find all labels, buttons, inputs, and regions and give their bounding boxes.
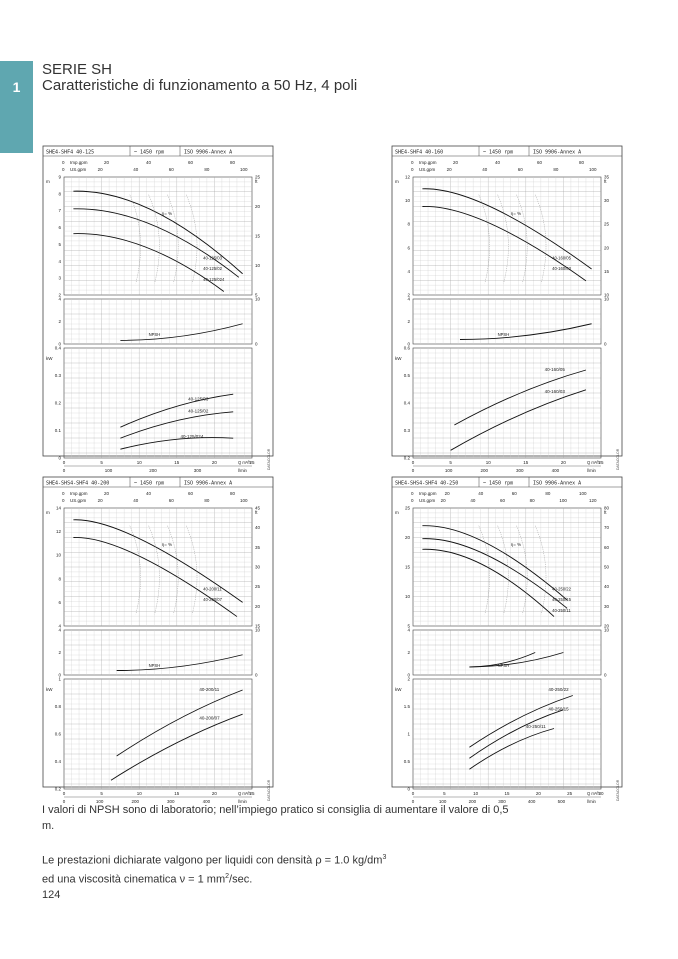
header-cell-1: ~ 1450 rpm xyxy=(134,480,165,487)
imp-gpm-tick: 0 xyxy=(62,160,65,165)
feet-unit: ft xyxy=(255,179,258,184)
efficiency-label: η= % xyxy=(510,541,522,547)
us-gpm-tick: 80 xyxy=(529,498,535,503)
us-gpm-tick: 0 xyxy=(62,167,65,172)
us-gpm-tick: 0 xyxy=(411,498,414,503)
chart-svg xyxy=(42,476,274,804)
efficiency-label: η= % xyxy=(161,210,173,216)
pump-chart-40-200 xyxy=(42,476,274,804)
head-curve-label: 40-250/15 xyxy=(552,597,571,603)
flow-tick: 25 xyxy=(567,791,573,796)
header-cell-0: SHE4-SHF4 40-160 xyxy=(395,149,444,156)
feet-axis-tick: 10 xyxy=(255,263,261,268)
flow-tick: 0 xyxy=(411,460,415,465)
power-axis-tick: 0.5 xyxy=(403,373,410,378)
chapter-tab xyxy=(0,61,33,153)
imp-gpm-tick: 80 xyxy=(545,491,551,496)
imp-gpm-tick: 20 xyxy=(444,491,450,496)
litre-tick: 0 xyxy=(411,468,415,473)
viscosity-text: ed una viscosità cinematica ν = 1 mm xyxy=(42,873,226,886)
litre-tick: 300 xyxy=(516,468,524,473)
imp-gpm-tick: 60 xyxy=(188,491,194,496)
feet-axis-tick: 15 xyxy=(255,623,261,629)
feet-axis-tick: 30 xyxy=(255,564,261,570)
litre-tick: 200 xyxy=(149,468,157,473)
head-unit: m xyxy=(46,510,50,515)
flow-tick: 20 xyxy=(535,791,541,796)
litre-tick: 200 xyxy=(468,799,477,804)
head-curve-label: 40-250/22 xyxy=(552,586,571,592)
power-axis-tick: 0.5 xyxy=(403,759,410,764)
power-curve-label: 40-160/03 xyxy=(544,388,565,394)
imp-gpm-tick: 80 xyxy=(230,160,236,165)
feet-axis-tick: 15 xyxy=(604,268,610,274)
flow-tick: 5 xyxy=(443,791,446,796)
npsh-axis-tick: 4 xyxy=(58,296,61,302)
head-axis-tick: 6 xyxy=(58,599,61,605)
brand-mark: DATACOLOR xyxy=(267,448,271,470)
brand-mark: DATACOLOR xyxy=(616,779,620,801)
litre-unit: l/min xyxy=(587,468,596,473)
flow-tick: 25 xyxy=(598,460,604,465)
us-gpm-label: US.gpm xyxy=(70,167,87,172)
feet-axis-tick: 25 xyxy=(604,221,610,227)
power-axis-tick: 0 xyxy=(58,455,61,461)
feet-axis-tick: 50 xyxy=(604,564,610,570)
feet-axis-tick: 25 xyxy=(255,584,261,590)
imp-gpm-tick: 60 xyxy=(511,491,517,496)
brand-mark: DATACOLOR xyxy=(267,779,271,801)
head-axis-tick: 8 xyxy=(58,576,61,582)
imp-gpm-tick: 40 xyxy=(146,160,152,165)
us-gpm-tick: 40 xyxy=(482,167,488,172)
feet-axis-tick: 40 xyxy=(255,525,261,531)
npsh-feet-tick: 10 xyxy=(255,296,261,302)
imp-gpm-tick: 60 xyxy=(188,160,194,165)
head-axis-tick: 10 xyxy=(55,552,61,558)
us-gpm-tick: 20 xyxy=(97,498,103,503)
imp-gpm-tick: 40 xyxy=(146,491,152,496)
litre-tick: 100 xyxy=(95,799,104,804)
feet-unit: ft xyxy=(604,179,607,184)
power-axis-tick: 1.5 xyxy=(403,704,410,709)
head-axis-tick: 14 xyxy=(55,505,61,511)
feet-unit: ft xyxy=(255,510,258,515)
feet-axis-tick: 60 xyxy=(604,544,610,550)
imp-gpm-tick: 20 xyxy=(104,491,110,496)
head-axis-tick: 6 xyxy=(407,245,410,251)
flow-tick: 10 xyxy=(136,791,142,796)
head-axis-tick: 15 xyxy=(404,564,410,570)
chart-frame xyxy=(392,477,622,787)
litre-tick: 100 xyxy=(104,468,113,473)
head-axis-tick: 10 xyxy=(404,198,410,204)
npsh-axis-tick: 2 xyxy=(407,319,410,324)
litre-tick: 300 xyxy=(167,799,175,804)
power-curve-label: 40-250/22 xyxy=(548,686,569,692)
flow-unit: Q m³/h xyxy=(238,791,251,796)
power-axis-tick: 0.4 xyxy=(54,345,61,351)
imp-gpm-label: Imp.gpm xyxy=(419,160,437,165)
power-axis-tick: 1 xyxy=(58,676,61,682)
power-curve-label: 40-125/03 xyxy=(188,396,209,402)
flow-tick: 10 xyxy=(473,791,479,796)
feet-axis-tick: 70 xyxy=(604,525,610,531)
us-gpm-tick: 0 xyxy=(62,498,65,503)
npsh-feet-tick: 10 xyxy=(604,296,610,302)
npsh-axis-tick: 2 xyxy=(58,650,61,655)
series-title: SERIE SH xyxy=(42,61,113,78)
header-cell-2: ISO 9906-Annex A xyxy=(533,149,582,156)
power-axis-tick: 0.3 xyxy=(54,373,61,378)
flow-tick: 0 xyxy=(411,791,415,796)
header-cell-0: SHE4-SHS4-SHF4 40-200 xyxy=(46,480,110,487)
power-unit: kW xyxy=(46,687,53,692)
power-axis-tick: 0.2 xyxy=(54,400,61,406)
flow-tick: 15 xyxy=(523,460,529,465)
imp-gpm-tick: 20 xyxy=(453,160,459,165)
npsh-feet-tick: 0 xyxy=(255,672,258,678)
page-number: 124 xyxy=(42,889,61,901)
imp-gpm-tick: 0 xyxy=(62,491,65,496)
feet-axis-tick: 40 xyxy=(604,584,610,590)
litre-tick: 300 xyxy=(193,468,202,473)
chart-frame xyxy=(392,146,622,456)
power-axis-tick: 0.6 xyxy=(403,345,410,351)
flow-unit: Q m³/h xyxy=(238,460,251,465)
head-curve-label: 40-125/02 xyxy=(203,266,222,272)
power-unit: kW xyxy=(395,356,402,361)
litre-tick: 500 xyxy=(557,799,566,804)
npsh-note: I valori di NPSH sono di laboratorio; nell’impiego pratico si consiglia di aumentare il valore di 0,5 m. xyxy=(42,804,509,832)
page-subtitle: Caratteristiche di funzionamento a 50 Hz, 4 poli xyxy=(42,77,358,94)
feet-axis-tick: 5 xyxy=(255,292,258,298)
us-gpm-label: US.gpm xyxy=(70,498,87,503)
power-unit: kW xyxy=(46,356,53,361)
npsh-axis-tick: 4 xyxy=(407,296,410,302)
flow-tick: 25 xyxy=(249,791,255,796)
head-axis-tick: 25 xyxy=(404,505,410,511)
head-axis-tick: 4 xyxy=(407,268,410,274)
imp-gpm-tick: 60 xyxy=(537,160,543,165)
feet-axis-tick: 30 xyxy=(604,198,610,204)
head-axis-tick: 8 xyxy=(407,221,410,227)
litre-tick: 300 xyxy=(498,799,506,804)
chart-frame xyxy=(43,477,273,787)
head-unit: m xyxy=(395,179,399,184)
head-axis-tick: 12 xyxy=(404,174,410,180)
feet-axis-tick: 20 xyxy=(604,623,610,629)
feet-axis-tick: 20 xyxy=(255,204,261,209)
density-superscript: 3 xyxy=(382,854,387,861)
feet-axis-tick: 45 xyxy=(255,505,261,511)
flow-tick: 15 xyxy=(504,791,510,796)
head-axis-tick: 8 xyxy=(58,191,61,197)
chapter-number: 1 xyxy=(12,79,21,95)
pump-chart-40-160 xyxy=(391,145,623,473)
us-gpm-tick: 0 xyxy=(411,167,414,172)
imp-gpm-label: Imp.gpm xyxy=(70,160,88,165)
us-gpm-label: US.gpm xyxy=(419,498,436,503)
us-gpm-tick: 40 xyxy=(133,167,139,172)
header-cell-1: ~ 1450 rpm xyxy=(483,480,514,487)
power-axis-tick: 0.4 xyxy=(54,759,61,764)
us-gpm-tick: 80 xyxy=(204,498,210,503)
us-gpm-tick: 60 xyxy=(500,498,506,503)
us-gpm-tick: 80 xyxy=(204,167,210,172)
npsh-feet-tick: 0 xyxy=(255,341,258,347)
head-unit: m xyxy=(46,179,50,184)
litre-unit: l/min xyxy=(238,799,247,804)
npsh-label: NPSH xyxy=(497,662,510,668)
npsh-axis-tick: 2 xyxy=(407,650,410,655)
litre-tick: 0 xyxy=(62,468,66,473)
head-axis-tick: 20 xyxy=(404,535,410,540)
feet-axis-tick: 80 xyxy=(604,505,610,511)
npsh-feet-tick: 0 xyxy=(604,672,607,678)
imp-gpm-tick: 40 xyxy=(495,160,501,165)
imp-gpm-label: Imp.gpm xyxy=(70,491,88,496)
head-axis-tick: 2 xyxy=(58,292,61,298)
head-axis-tick: 5 xyxy=(58,241,61,247)
feet-axis-tick: 30 xyxy=(604,603,610,609)
header-cell-0: SHE4-SHF4 40-125 xyxy=(46,149,95,156)
imp-gpm-tick: 100 xyxy=(579,491,587,496)
viscosity-superscript: 2 xyxy=(225,872,230,880)
us-gpm-tick: 120 xyxy=(589,498,597,503)
npsh-feet-tick: 10 xyxy=(604,627,610,633)
chart-svg xyxy=(42,145,274,473)
npsh-feet-tick: 10 xyxy=(255,627,261,633)
power-unit: kW xyxy=(395,687,402,692)
us-gpm-tick: 60 xyxy=(168,167,174,172)
feet-unit: ft xyxy=(604,510,607,515)
npsh-label: NPSH xyxy=(497,331,510,337)
imp-gpm-tick: 0 xyxy=(411,160,414,165)
flow-tick: 20 xyxy=(211,791,217,796)
imp-gpm-tick: 80 xyxy=(579,160,585,165)
power-axis-tick: 0 xyxy=(407,786,410,792)
npsh-label: NPSH xyxy=(148,662,161,668)
npsh-axis-tick: 4 xyxy=(58,627,61,633)
npsh-axis-tick: 2 xyxy=(58,319,61,324)
header-cell-0: SHE4-SHS4-SHF4 40-250 xyxy=(395,480,459,487)
us-gpm-tick: 80 xyxy=(553,167,559,172)
npsh-label: NPSH xyxy=(148,331,161,337)
us-gpm-tick: 40 xyxy=(133,498,139,503)
us-gpm-tick: 100 xyxy=(559,498,567,503)
power-axis-tick: 0.2 xyxy=(403,455,410,461)
feet-axis-tick: 25 xyxy=(255,174,261,180)
us-gpm-tick: 100 xyxy=(240,167,248,172)
power-curve-label: 40-200/07 xyxy=(199,715,220,721)
density-text: Le prestazioni dichiarate valgono per liquidi con densità ρ = 1.0 kg/dm xyxy=(42,854,383,867)
header-cell-2: ISO 9906-Annex A xyxy=(184,149,233,156)
brand-mark: DATACOLOR xyxy=(616,448,620,470)
flow-tick: 15 xyxy=(174,791,180,796)
us-gpm-tick: 20 xyxy=(446,167,452,172)
head-axis-tick: 3 xyxy=(58,275,61,281)
flow-tick: 0 xyxy=(62,460,66,465)
power-curve-label: 40-125/02 xyxy=(188,408,209,414)
feet-axis-tick: 20 xyxy=(604,245,610,251)
header-cell-2: ISO 9906-Annex A xyxy=(533,480,582,487)
litre-tick: 0 xyxy=(62,799,66,804)
head-axis-tick: 12 xyxy=(55,529,61,535)
us-gpm-tick: 20 xyxy=(440,498,446,503)
npsh-axis-tick: 4 xyxy=(407,627,410,633)
litre-tick: 400 xyxy=(202,799,211,804)
flow-tick: 5 xyxy=(100,460,103,465)
head-axis-tick: 4 xyxy=(58,258,61,264)
imp-gpm-tick: 0 xyxy=(411,491,414,496)
feet-axis-tick: 20 xyxy=(255,603,261,609)
power-axis-tick: 2 xyxy=(407,676,410,682)
head-curve-label: 40-250/11 xyxy=(552,607,571,613)
npsh-axis-tick: 0 xyxy=(407,672,410,678)
flow-tick: 5 xyxy=(100,791,103,796)
npsh-feet-tick: 0 xyxy=(604,341,607,347)
power-curve-label: 40-160/05 xyxy=(544,366,565,372)
feet-axis-tick: 15 xyxy=(255,233,261,239)
chart-svg xyxy=(391,476,623,804)
litre-tick: 0 xyxy=(411,799,415,804)
flow-tick: 10 xyxy=(136,460,142,465)
head-axis-tick: 9 xyxy=(58,174,61,180)
power-curve-label: 40-250/15 xyxy=(548,706,569,712)
flow-tick: 0 xyxy=(62,791,66,796)
head-curve-label: 40-200/07 xyxy=(203,597,222,603)
flow-unit: Q m³/h xyxy=(587,460,600,465)
power-curve-label: 40-200/11 xyxy=(199,686,220,692)
head-axis-tick: 7 xyxy=(58,208,61,214)
flow-tick: 20 xyxy=(211,460,217,465)
us-gpm-label: US.gpm xyxy=(419,167,436,172)
us-gpm-tick: 100 xyxy=(240,498,248,503)
chart-svg xyxy=(391,145,623,473)
flow-tick: 15 xyxy=(174,460,180,465)
litre-tick: 400 xyxy=(527,799,536,804)
header-cell-2: ISO 9906-Annex A xyxy=(184,480,233,487)
head-curve-label: 40-125/03 xyxy=(203,255,222,261)
flow-unit: Q m³/h xyxy=(587,791,600,796)
power-axis-tick: 0.1 xyxy=(54,428,61,433)
head-curve-label: 40-125/024 xyxy=(203,276,225,282)
us-gpm-tick: 100 xyxy=(589,167,597,172)
power-axis-tick: 0.8 xyxy=(54,704,61,709)
litre-unit: l/min xyxy=(587,799,596,804)
npsh-axis-tick: 0 xyxy=(407,341,410,347)
head-unit: m xyxy=(395,510,399,515)
density-note xyxy=(42,850,522,887)
us-gpm-tick: 40 xyxy=(470,498,476,503)
power-curve-label: 40-125/024 xyxy=(180,433,204,439)
power-axis-tick: 0.6 xyxy=(54,731,61,737)
litre-unit: l/min xyxy=(238,468,247,473)
npsh-axis-tick: 0 xyxy=(58,672,61,678)
litre-tick: 200 xyxy=(480,468,488,473)
litre-tick: 200 xyxy=(131,799,139,804)
header-cell-1: ~ 1450 rpm xyxy=(134,149,165,156)
flow-tick: 20 xyxy=(560,460,566,465)
flow-tick: 25 xyxy=(249,460,255,465)
imp-gpm-tick: 20 xyxy=(104,160,110,165)
power-axis-tick: 0.3 xyxy=(403,428,410,433)
imp-gpm-tick: 80 xyxy=(230,491,236,496)
us-gpm-tick: 60 xyxy=(168,498,174,503)
header-cell-1: ~ 1450 rpm xyxy=(483,149,514,156)
feet-axis-tick: 35 xyxy=(255,544,261,550)
power-axis-tick: 0.2 xyxy=(54,786,61,792)
head-curve-label: 40-160/05 xyxy=(552,255,571,261)
efficiency-label: η= % xyxy=(161,541,173,547)
head-curve-label: 40-200/11 xyxy=(203,586,222,592)
chart-frame xyxy=(43,146,273,456)
efficiency-label: η= % xyxy=(510,210,522,216)
feet-axis-tick: 10 xyxy=(604,292,610,298)
head-axis-tick: 4 xyxy=(58,623,61,629)
flow-tick: 5 xyxy=(449,460,452,465)
imp-gpm-label: Imp.gpm xyxy=(419,491,437,496)
head-axis-tick: 10 xyxy=(404,594,410,599)
head-axis-tick: 6 xyxy=(58,225,61,231)
head-axis-tick: 2 xyxy=(407,292,410,298)
litre-tick: 400 xyxy=(551,468,560,473)
npsh-axis-tick: 0 xyxy=(58,341,61,347)
head-curve-label: 40-160/03 xyxy=(552,266,571,272)
feet-axis-tick: 35 xyxy=(604,174,610,180)
pump-chart-40-250 xyxy=(391,476,623,804)
power-axis-tick: 0.4 xyxy=(403,400,410,406)
power-curve-label: 40-250/11 xyxy=(525,724,546,730)
flow-tick: 30 xyxy=(598,791,604,796)
pump-chart-40-125 xyxy=(42,145,274,473)
litre-tick: 100 xyxy=(438,799,447,804)
head-axis-tick: 5 xyxy=(407,623,410,629)
viscosity-suffix: /sec. xyxy=(229,873,253,886)
power-axis-tick: 1 xyxy=(407,731,410,737)
us-gpm-tick: 60 xyxy=(517,167,523,172)
litre-tick: 100 xyxy=(444,468,453,473)
flow-tick: 10 xyxy=(485,460,491,465)
us-gpm-tick: 20 xyxy=(97,167,103,172)
imp-gpm-tick: 40 xyxy=(478,491,484,496)
